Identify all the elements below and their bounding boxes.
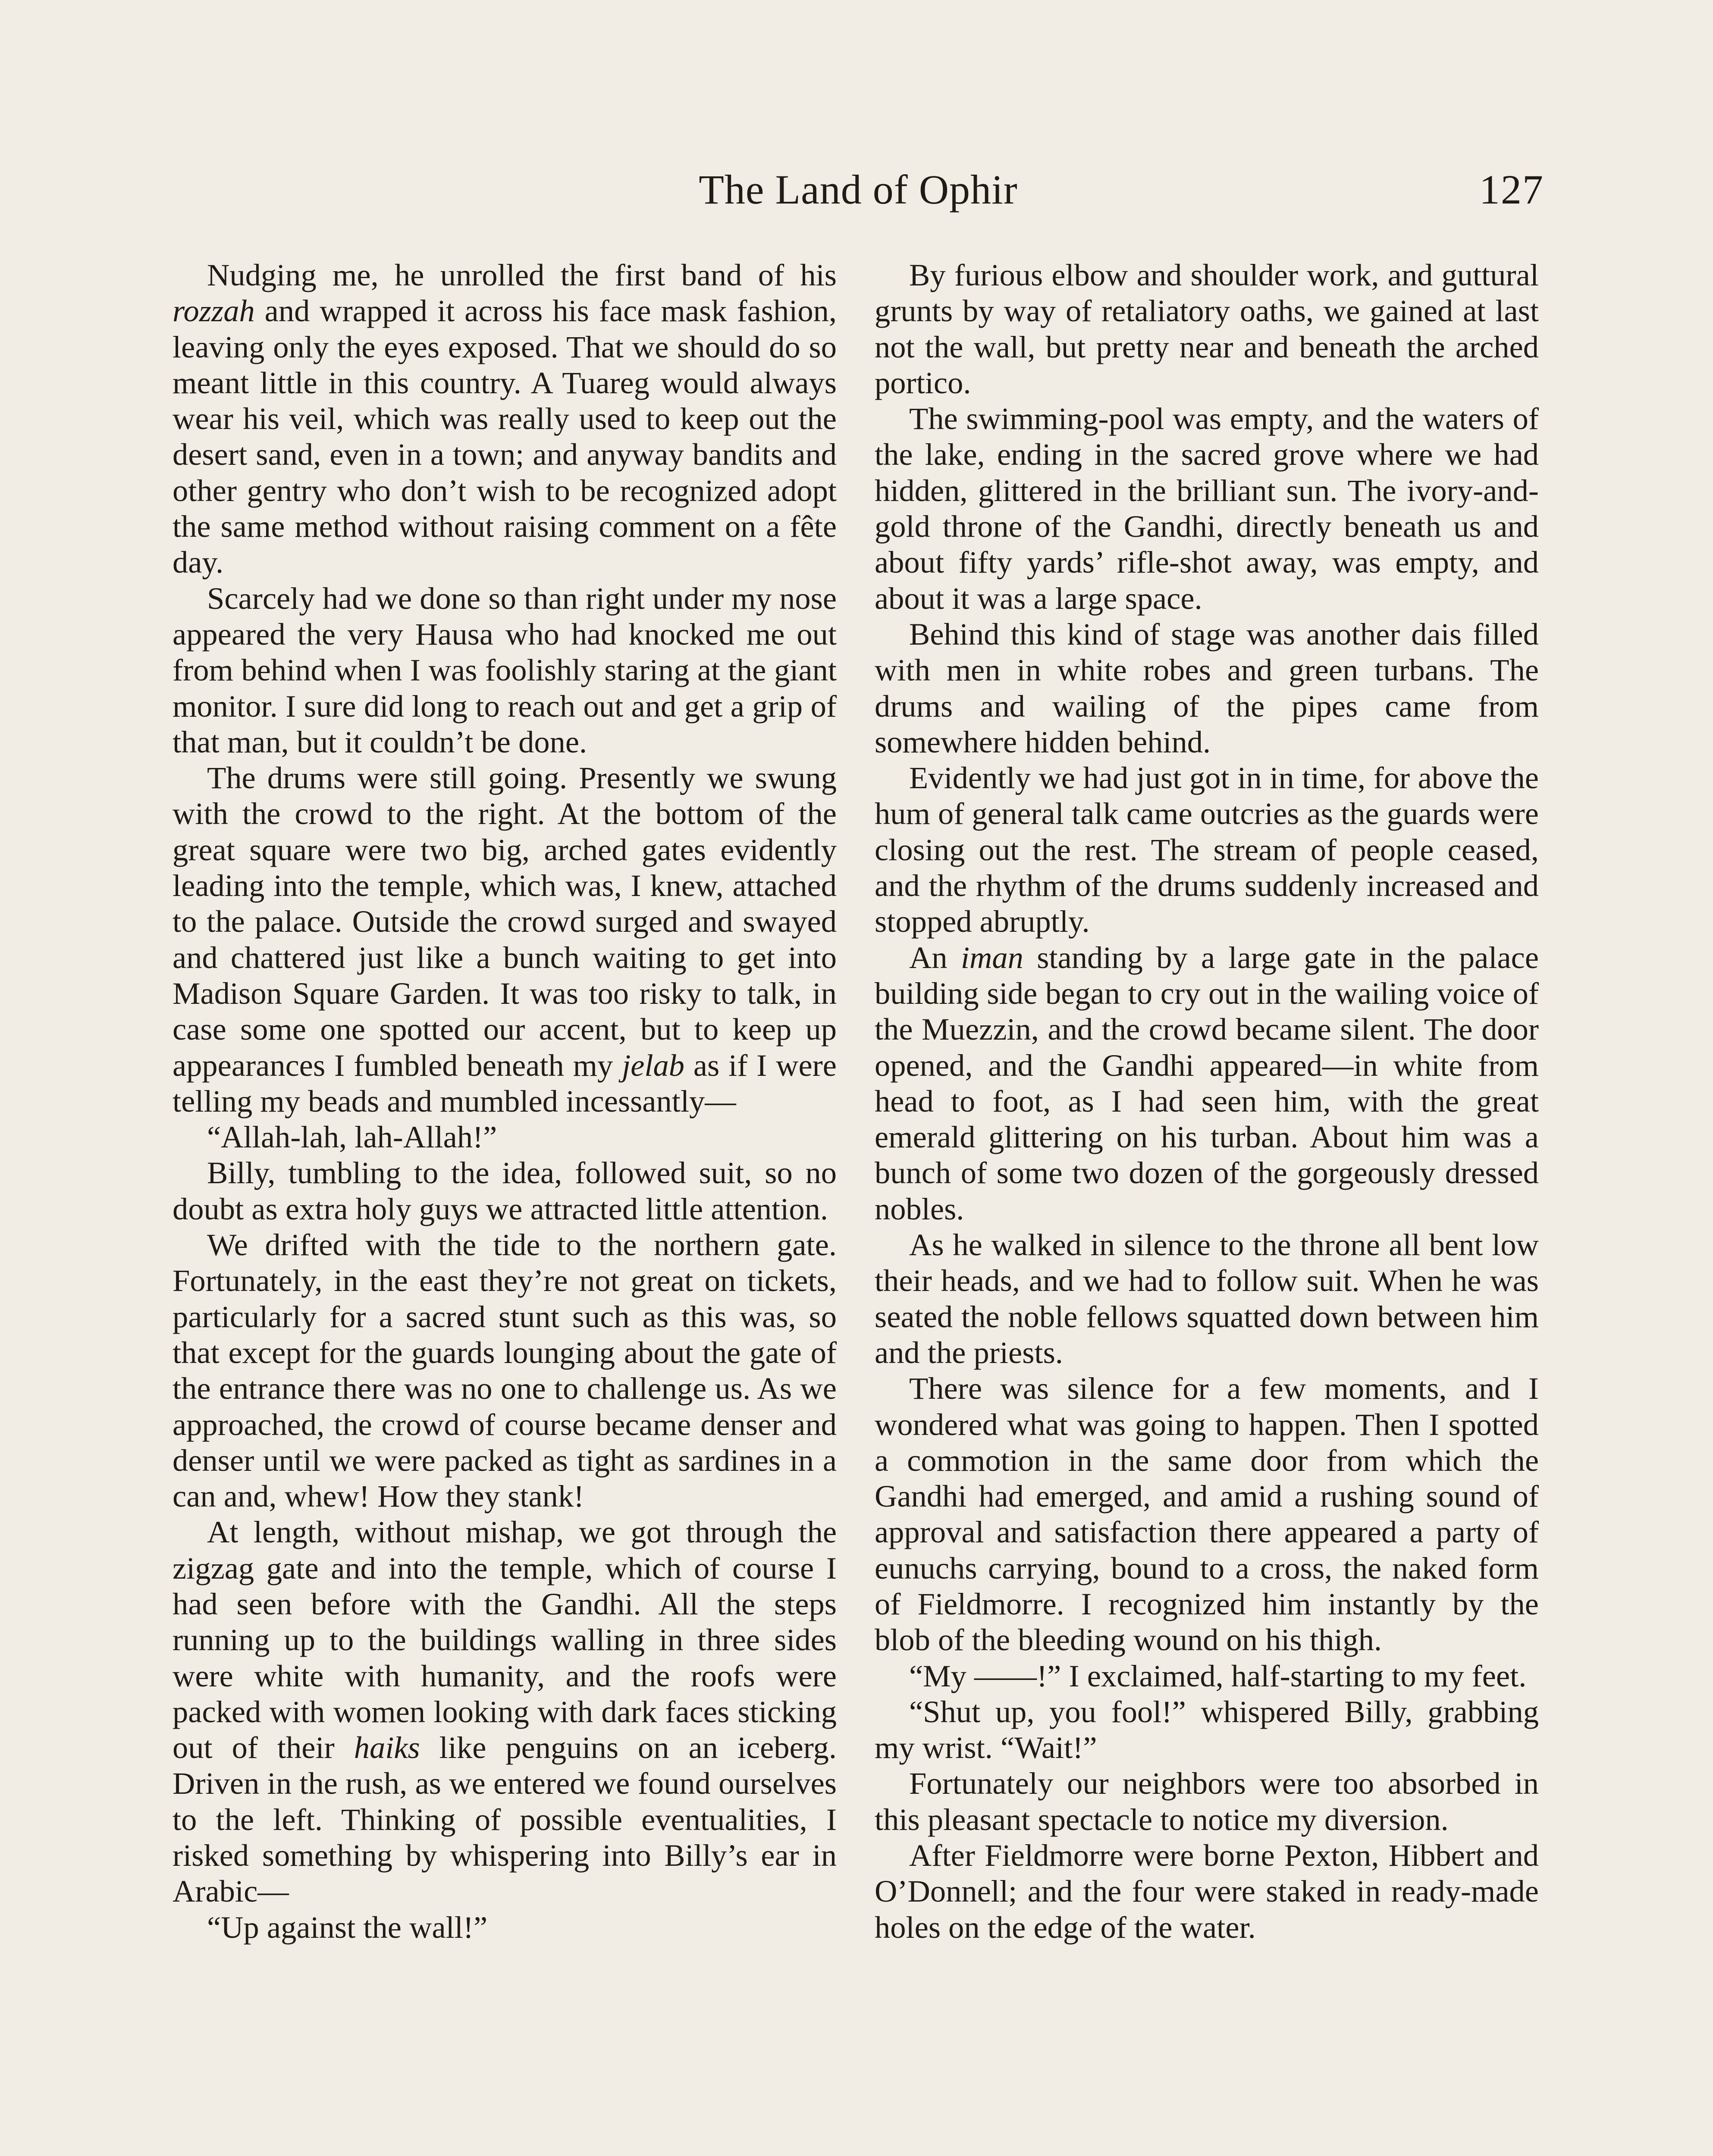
paragraph	[875, 616, 1539, 760]
paragraph	[173, 1909, 837, 1945]
paragraph	[875, 1694, 1539, 1766]
text-run: “Shut up, you fool!” whispered Billy, grabbing my wrist. “Wait!”	[875, 1694, 1539, 1765]
paragraph	[875, 1658, 1539, 1694]
text-run: At length, without mishap, we got through the zigzag gate and into the temple, which of course I had seen before with the Gandhi. All the steps running up to the buildings walling in three sides were white with humanity, and the roofs were packed with women looking with dark faces sticking out of their	[173, 1514, 837, 1765]
text-run: “Allah-lah, lah-Allah!”	[207, 1119, 497, 1155]
italic-word: rozzah	[173, 293, 255, 329]
paragraph	[173, 1227, 837, 1514]
text-run: Scarcely had we done so than right under my nose appeared the very Hausa who had knocked me out from behind when I was foolishly staring at the giant monitor. I sure did long to reach out and get a grip of that man, but it couldn’t be done.	[173, 580, 837, 759]
text-run: “Up against the wall!”	[207, 1909, 488, 1945]
text-run: Evidently we had just got in in time, for above the hum of general talk came outcries as the guards were closing out the rest. The stream of people ceased, and the rhythm of the drums suddenly increased and stopped abruptly.	[875, 760, 1539, 939]
paragraph	[173, 1155, 837, 1227]
italic-word: iman	[960, 940, 1023, 975]
paragraph	[875, 257, 1539, 401]
page-number: 127	[1479, 166, 1544, 213]
text-run: There was silence for a few moments, and I wondered what was going to happen. Then I spotted a commotion in the same door from which the Gandhi had emerged, and amid a rushing sound of approval and satisfaction there appeared a party of eunuchs carrying, bound to a cross, the naked form of Fieldmorre. I recognized him instantly by the blob of the bleeding wound on his thigh.	[875, 1371, 1539, 1658]
paragraph	[173, 1514, 837, 1909]
paragraph	[875, 940, 1539, 1227]
text-run: Fortunately our neighbors were too absorbed in this pleasant spectacle to notice my diversion.	[875, 1766, 1539, 1837]
paragraph	[173, 1119, 837, 1155]
text-run: Nudging me, he unrolled the first band of his	[207, 257, 837, 292]
paragraph	[173, 760, 837, 1119]
italic-word: haiks	[354, 1730, 420, 1765]
text-run: Billy, tumbling to the idea, followed suit, so no doubt as extra holy guys we attracted little attention.	[173, 1155, 837, 1226]
text-run: We drifted with the tide to the northern gate. Fortunately, in the east they’re not great on tickets, particularly for a sacred stunt such as this was, so that except for the guards lounging about the gate of the entrance there was no one to challenge us. As we approached, the crowd of course became denser and denser until we were packed as tight as sardines in a can and, whew! How they stank!	[173, 1227, 837, 1514]
text-run: standing by a large gate in the palace building side began to cry out in the wailing voice of the Muezzin, and the crowd became silent. The door opened, and the Gandhi appeared—in white from head to foot, as I had seen him, with the great emerald glittering on his turban. About him was a bunch of some two dozen of the gorgeously dressed nobles.	[875, 940, 1539, 1226]
paragraph	[173, 580, 837, 760]
paragraph	[173, 257, 837, 580]
text-run: The swimming-pool was empty, and the waters of the lake, ending in the sacred grove where we had hidden, glittered in the brilliant sun. The ivory-and-gold throne of the Gandhi, directly beneath us and about fifty yards’ rifle-shot away, was empty, and about it was a large space.	[875, 401, 1539, 616]
paragraph	[875, 1765, 1539, 1837]
paragraph	[875, 760, 1539, 939]
italic-word: jelab	[622, 1047, 685, 1083]
text-run: like penguins on an iceberg. Driven in the rush, as we entered we found ourselves to the left. Thinking of possible eventualities, I risked something by whispering into Billy’s ear in Arabic—	[173, 1730, 837, 1909]
text-run: After Fieldmorre were borne Pexton, Hibbert and O’Donnell; and the four were staked in ready-made holes on the edge of the water.	[875, 1838, 1539, 1945]
paragraph	[875, 1227, 1539, 1370]
text-run: “My ——!” I exclaimed, half-starting to my feet.	[909, 1658, 1527, 1693]
text-run: and wrapped it across his face mask fashion, leaving only the eyes exposed. That we should do so meant little in this country. A Tuareg would always wear his veil, which was really used to keep out the desert sand, even in a town; and anyway bandits and other gentry who don’t wish to be recognized adopt the same method without raising comment on a fête day.	[173, 293, 837, 580]
text-run: as if I were telling my beads and mumbled incessantly—	[173, 1047, 837, 1119]
text-run: As he walked in silence to the throne all bent low their heads, and we had to follow suit. When he was seated the noble fellows squatted down between him and the priests.	[875, 1227, 1539, 1370]
running-title: The Land of Ophir	[699, 166, 1018, 213]
paragraph	[875, 401, 1539, 616]
page-header	[173, 160, 1544, 220]
text-run: Behind this kind of stage was another dais filled with men in white robes and green turbans. The drums and wailing of the pipes came from somewhere hidden behind.	[875, 616, 1539, 759]
text-run: An	[909, 940, 961, 975]
paragraph	[875, 1370, 1539, 1658]
paragraph	[875, 1837, 1539, 1945]
right-text-column	[875, 257, 1539, 1945]
text-run: By furious elbow and shoulder work, and guttural grunts by way of retaliatory oaths, we gained at last not the wall, but pretty near and beneath the arched portico.	[875, 257, 1539, 400]
text-run: The drums were still going. Presently we swung with the crowd to the right. At the bottom of the great square were two big, arched gates evidently leading into the temple, which was, I knew, attached to the palace. Outside the crowd surged and swayed and chattered just like a bunch waiting to get into Madison Square Garden. It was too risky to talk, in case some one spotted our accent, but to keep up appearances I fumbled beneath my	[173, 760, 837, 1083]
left-text-column	[173, 257, 837, 1945]
